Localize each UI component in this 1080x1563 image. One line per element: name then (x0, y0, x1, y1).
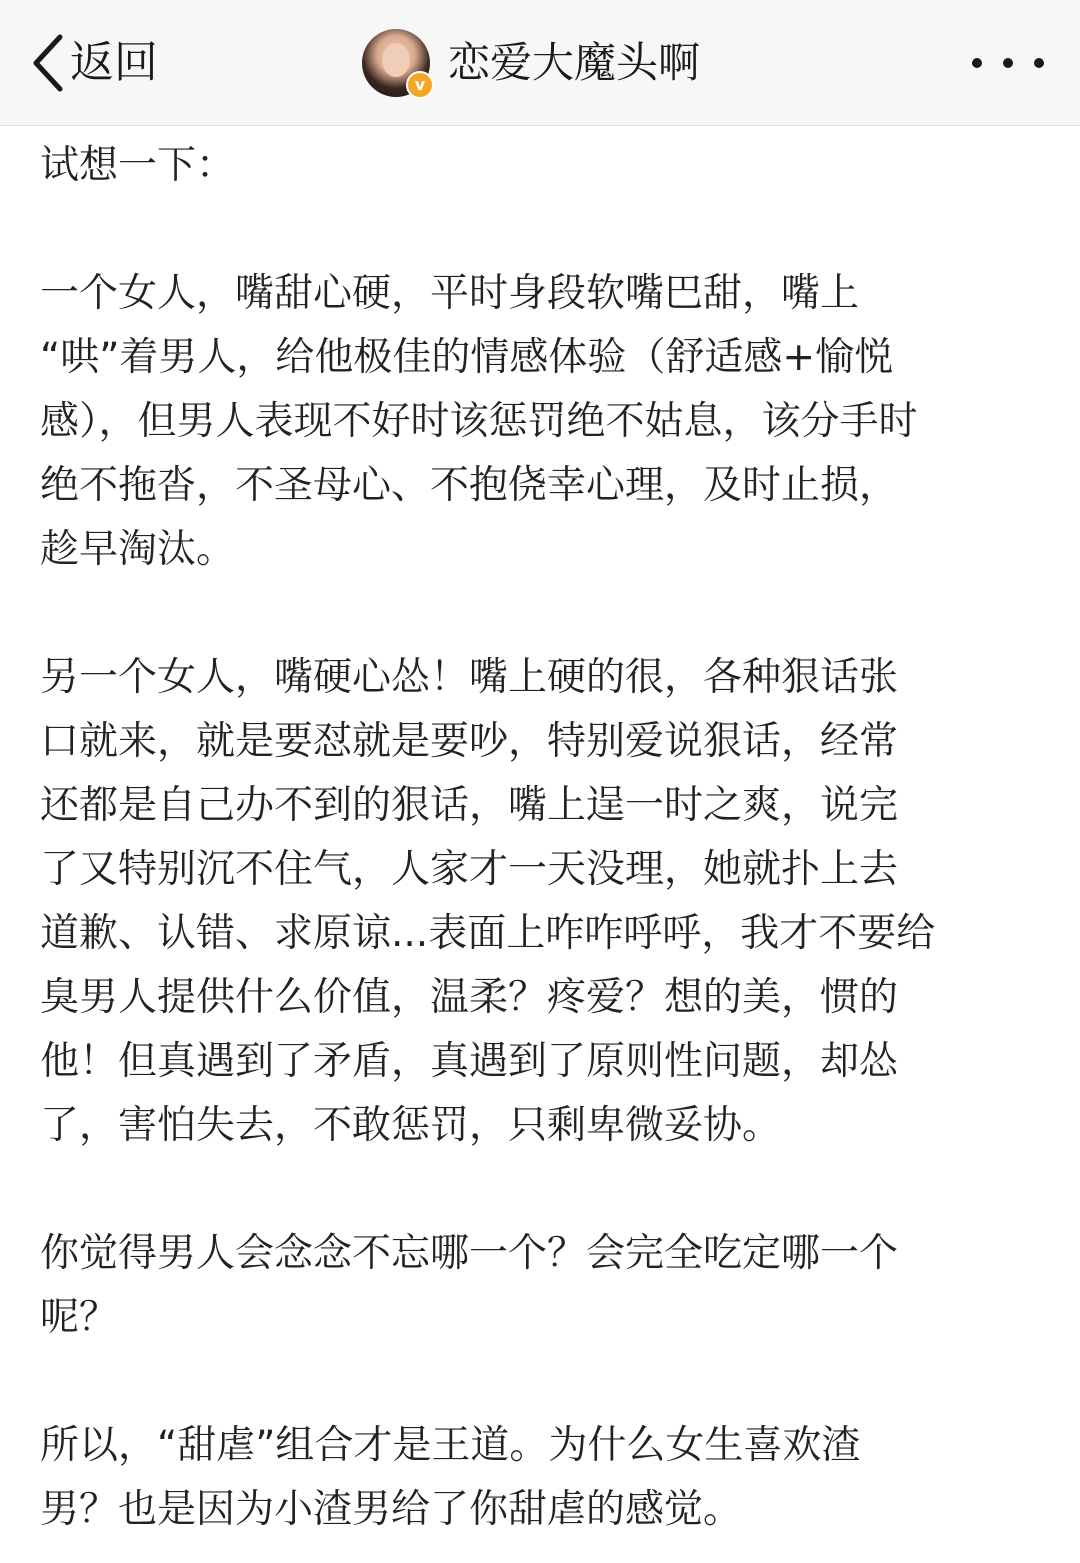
post-line: 臭男人提供什么价值，温柔？疼爱？想的美，惯的 (40, 975, 899, 1020)
post-line: 他！但真遇到了矛盾，真遇到了原则性问题，却怂 (40, 1039, 899, 1084)
post-line: 另一个女人，嘴硬心怂！嘴上硬的很，各种狠话张 (40, 655, 899, 700)
post-line: 感），但男人表现不好时该惩罚绝不姑息，该分手时 (40, 399, 918, 444)
profile-header[interactable] (362, 27, 700, 99)
post-paragraph (40, 646, 1050, 1158)
post-line: “哄”着男人，给他极佳的情感体验（舒适感+愉悦 (40, 335, 894, 380)
avatar[interactable] (362, 29, 430, 97)
post-paragraph (40, 262, 1050, 582)
more-dot-icon (1034, 58, 1044, 68)
post-line: 你觉得男人会念念不忘哪一个？会完全吃定哪一个 (40, 1231, 899, 1276)
post-line: 趁早淘汰。 (40, 527, 236, 572)
post-paragraph (40, 134, 1050, 198)
post-line: 还都是自己办不到的狠话，嘴上逞一时之爽，说完 (40, 783, 899, 828)
post-line: 呢？ (40, 1295, 119, 1340)
more-dot-icon (1003, 58, 1013, 68)
post-line: 试想一下： (40, 143, 236, 188)
post-paragraph (40, 1414, 1050, 1542)
more-options-button[interactable] (972, 48, 1044, 78)
post-line: 道歉、认错、求原谅...表面上咋咋呼呼，我才不要给 (40, 911, 936, 956)
avatar-face (382, 43, 410, 77)
chevron-left-icon (30, 33, 64, 93)
top-nav-bar (0, 0, 1080, 126)
post-content (40, 134, 1050, 1542)
post-paragraph (40, 1222, 1050, 1350)
post-line: 一个女人，嘴甜心硬，平时身段软嘴巴甜，嘴上 (40, 271, 860, 316)
more-dot-icon (972, 58, 982, 68)
post-line: 男？也是因为小渣男给了你甜虐的感觉。 (40, 1487, 743, 1532)
back-label: 返回 (70, 37, 158, 88)
verified-badge-icon: v (406, 71, 434, 99)
post-line: 了，害怕失去，不敢惩罚，只剩卑微妥协。 (40, 1103, 782, 1148)
post-line: 绝不拖沓，不圣母心、不抱侥幸心理，及时止损， (40, 463, 899, 508)
post-line: 了又特别沉不住气，人家才一天没理，她就扑上去 (40, 847, 899, 892)
post-line: 口就来，就是要怼就是要吵，特别爱说狠话，经常 (40, 719, 899, 764)
back-button[interactable] (30, 30, 158, 96)
post-line: 所以，“甜虐”组合才是王道。为什么女生喜欢渣 (40, 1423, 861, 1468)
username[interactable]: 恋爱大魔头啊 (448, 38, 701, 87)
